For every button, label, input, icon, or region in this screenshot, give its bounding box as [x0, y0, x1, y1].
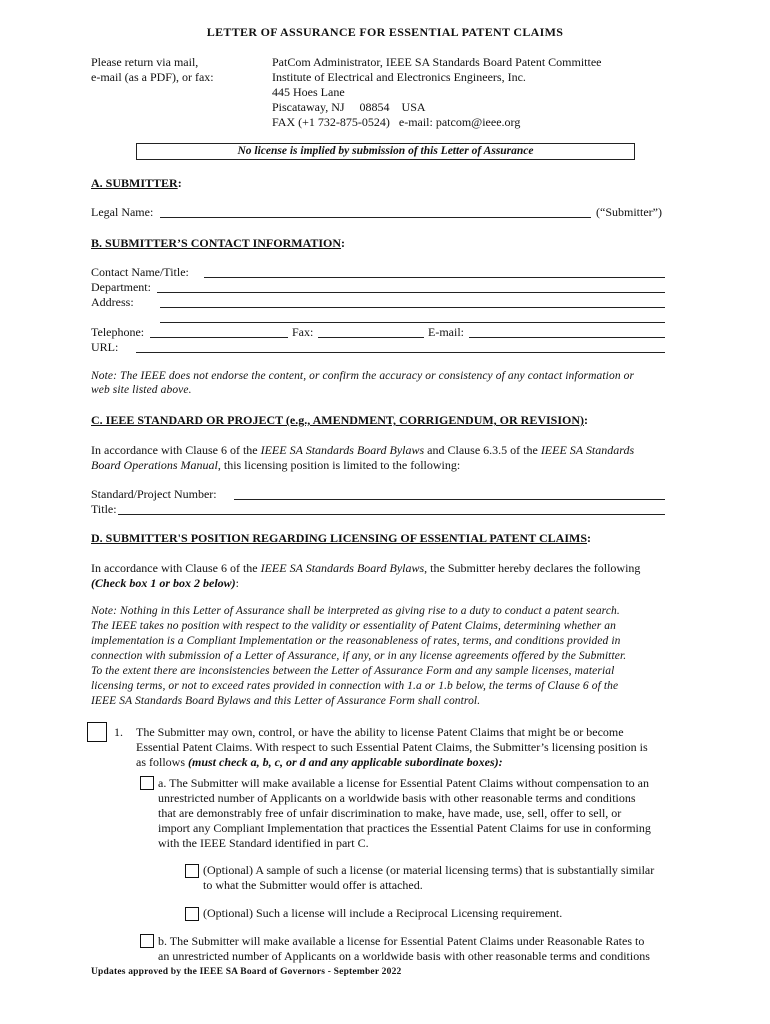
disclaimer-note-line-1: Note: Nothing in this Letter of Assurance shall be interpreted as giving rise to a duty to conduct a patent search. — [91, 605, 620, 617]
disclaimer-note-line-3: implementation is a Compliant Implementation or the reasonableness of rates, terms, and conditions provided in — [91, 635, 621, 647]
section-c-heading-wrap: C. IEEE STANDARD OR PROJECT (e.g., AMENDMENT, CORRIGENDUM, OR REVISION): — [91, 413, 589, 427]
footer-note: Updates approved by the IEEE SA Board of Governors - September 2022 — [91, 967, 402, 977]
bylaws-reference: IEEE SA Standards Board Bylaws — [260, 443, 425, 457]
url-field[interactable] — [136, 352, 665, 353]
disclaimer-note-line-5: To the extent there are inconsistencies between the Letter of Assurance Form and any sample licenses, material — [91, 665, 615, 677]
address-field-line-2[interactable] — [160, 322, 665, 323]
telephone-field[interactable] — [150, 337, 288, 338]
document-title: LETTER OF ASSURANCE FOR ESSENTIAL PATENT CLAIMS — [206, 25, 564, 39]
option-1a-line-4: import any Compliant Implementation that practices the Essential Patent Claims for use in conforming — [158, 821, 651, 835]
section-d-intro-line-1 — [91, 561, 640, 576]
option-1-text: as follows — [136, 755, 188, 769]
bylaws-reference: IEEE SA Standards Board Bylaws — [260, 561, 425, 575]
legal-name-label: Legal Name: — [91, 205, 154, 219]
operations-manual-reference: Board Operations Manual — [91, 458, 218, 472]
option-1-checkbox[interactable] — [87, 722, 107, 742]
contact-note-line-2: web site listed above. — [91, 384, 192, 396]
email-field[interactable] — [469, 337, 665, 338]
address-line-4: Piscataway, NJ 08854 USA — [272, 100, 426, 114]
section-d-heading-wrap: D. SUBMITTER'S POSITION REGARDING LICENSING OF ESSENTIAL PATENT CLAIMS: — [91, 531, 592, 545]
fax-field[interactable] — [318, 337, 424, 338]
no-license-notice: No license is implied by submission of this Letter of Assurance — [237, 145, 534, 157]
section-c-intro-line-2 — [91, 458, 460, 473]
section-c-intro-text: and Clause 6.3.5 of the — [424, 443, 541, 457]
address-line-2: Institute of Electrical and Electronics Engineers, Inc. — [272, 70, 526, 84]
department-label: Department: — [91, 280, 151, 294]
submitter-suffix: (“Submitter”) — [596, 205, 662, 219]
option-1a-line-1: a. The Submitter will make available a license for Essential Patent Claims without compensation to an — [158, 776, 649, 790]
section-d-intro-text: , the Submitter hereby declares the following — [424, 561, 641, 575]
section-c-heading: C. IEEE STANDARD OR PROJECT (e.g., AMENDMENT, CORRIGENDUM, OR REVISION) — [91, 413, 585, 427]
url-label: URL: — [91, 340, 119, 354]
optional-reciprocal-text: (Optional) Such a license will include a Reciprocal Licensing requirement. — [203, 906, 563, 920]
return-label-line-1: Please return via mail, — [91, 55, 199, 69]
section-b-heading: B. SUBMITTER’S CONTACT INFORMATION — [91, 236, 342, 250]
option-1b-checkbox[interactable] — [140, 934, 154, 948]
standard-title-label: Title: — [91, 502, 117, 516]
option-1a-line-3: that are demonstrably free of unfair discrimination to make, have made, use, sell, offer to sell, or — [158, 806, 622, 820]
section-a-heading: A. SUBMITTER — [91, 176, 178, 190]
operations-manual-reference: IEEE SA Standards — [540, 443, 635, 457]
option-1b-line-1: b. The Submitter will make available a license for Essential Patent Claims under Reasonable Rates to — [158, 934, 645, 948]
option-1-line-2: Essential Patent Claims. With respect to such Essential Patent Claims, the Submitter’s licensing position is — [136, 740, 648, 754]
standard-title-field[interactable] — [118, 514, 665, 515]
option-1b-line-2: an unrestricted number of Applicants on a worldwide basis with other reasonable terms and conditions — [158, 949, 650, 963]
section-a-heading-wrap: A. SUBMITTER: — [91, 176, 182, 190]
option-1-number: 1. — [114, 725, 123, 739]
disclaimer-note-line-4: connection with submission of a Letter of Assurance, if any, or in any license agreements offered by the Submitter. — [91, 650, 627, 662]
standard-number-field[interactable] — [234, 499, 665, 500]
disclaimer-note-line-7: IEEE SA Standards Board Bylaws and this Letter of Assurance Form shall control. — [91, 695, 481, 707]
address-line-5: FAX (+1 732-875-0524) e-mail: patcom@ieee.org — [272, 115, 521, 129]
section-d-intro-text: In accordance with Clause 6 of the — [91, 561, 261, 575]
option-1a-line-5: with the IEEE Standard identified in part C. — [158, 836, 369, 850]
optional-sample-license-checkbox[interactable] — [185, 864, 199, 878]
section-d-heading: D. SUBMITTER'S POSITION REGARDING LICENSING OF ESSENTIAL PATENT CLAIMS — [91, 531, 588, 545]
section-c-intro-line-1 — [91, 443, 634, 458]
contact-note-line-1: Note: The IEEE does not endorse the content, or confirm the accuracy or consistency of any contact information or — [91, 370, 635, 382]
section-c-intro-text: In accordance with Clause 6 of the — [91, 443, 261, 457]
address-line-1: PatCom Administrator, IEEE SA Standards Board Patent Committee — [272, 55, 602, 69]
department-field[interactable] — [157, 292, 665, 293]
option-1-line-1: The Submitter may own, control, or have the ability to license Patent Claims that might be or become — [136, 725, 624, 739]
section-d-intro-line-2: (Check box 1 or box 2 below): — [91, 576, 239, 590]
standard-number-label: Standard/Project Number: — [91, 487, 217, 501]
disclaimer-note-line-2: The IEEE takes no position with respect to the validity or essentiality of Patent Claims, determining whether an — [91, 620, 617, 632]
check-instruction: (Check box 1 or box 2 below) — [91, 576, 236, 590]
fax-label: Fax: — [292, 325, 314, 339]
contact-name-field[interactable] — [204, 277, 665, 278]
email-label: E-mail: — [428, 325, 464, 339]
legal-name-field[interactable] — [160, 217, 591, 218]
disclaimer-note-line-6: licensing terms, or not to exceed rates provided in connection with 1.a or 1.b below, the terms of Clause 6 of the — [91, 680, 619, 692]
address-line-3: 445 Hoes Lane — [272, 85, 345, 99]
address-label: Address: — [91, 295, 134, 309]
section-b-heading-wrap: B. SUBMITTER’S CONTACT INFORMATION: — [91, 236, 346, 250]
address-field-line-1[interactable] — [160, 307, 665, 308]
option-1a-line-2: unrestricted number of Applicants on a worldwide basis with other reasonable terms and conditions — [158, 791, 636, 805]
optional-sample-line-1: (Optional) A sample of such a license (or material licensing terms) that is substantially similar — [203, 863, 655, 877]
telephone-label: Telephone: — [91, 325, 145, 339]
no-license-notice-box — [136, 143, 635, 160]
optional-sample-line-2: to what the Submitter would offer is attached. — [203, 878, 423, 892]
option-1-instruction: (must check a, b, c, or d and any applicable subordinate boxes): — [188, 755, 503, 769]
return-label-line-2: e-mail (as a PDF), or fax: — [91, 70, 214, 84]
option-1a-checkbox[interactable] — [140, 776, 154, 790]
optional-reciprocal-checkbox[interactable] — [185, 907, 199, 921]
section-c-intro-text: , this licensing position is limited to the following: — [217, 458, 461, 472]
option-1-line-3 — [136, 755, 503, 770]
contact-name-label: Contact Name/Title: — [91, 265, 189, 279]
